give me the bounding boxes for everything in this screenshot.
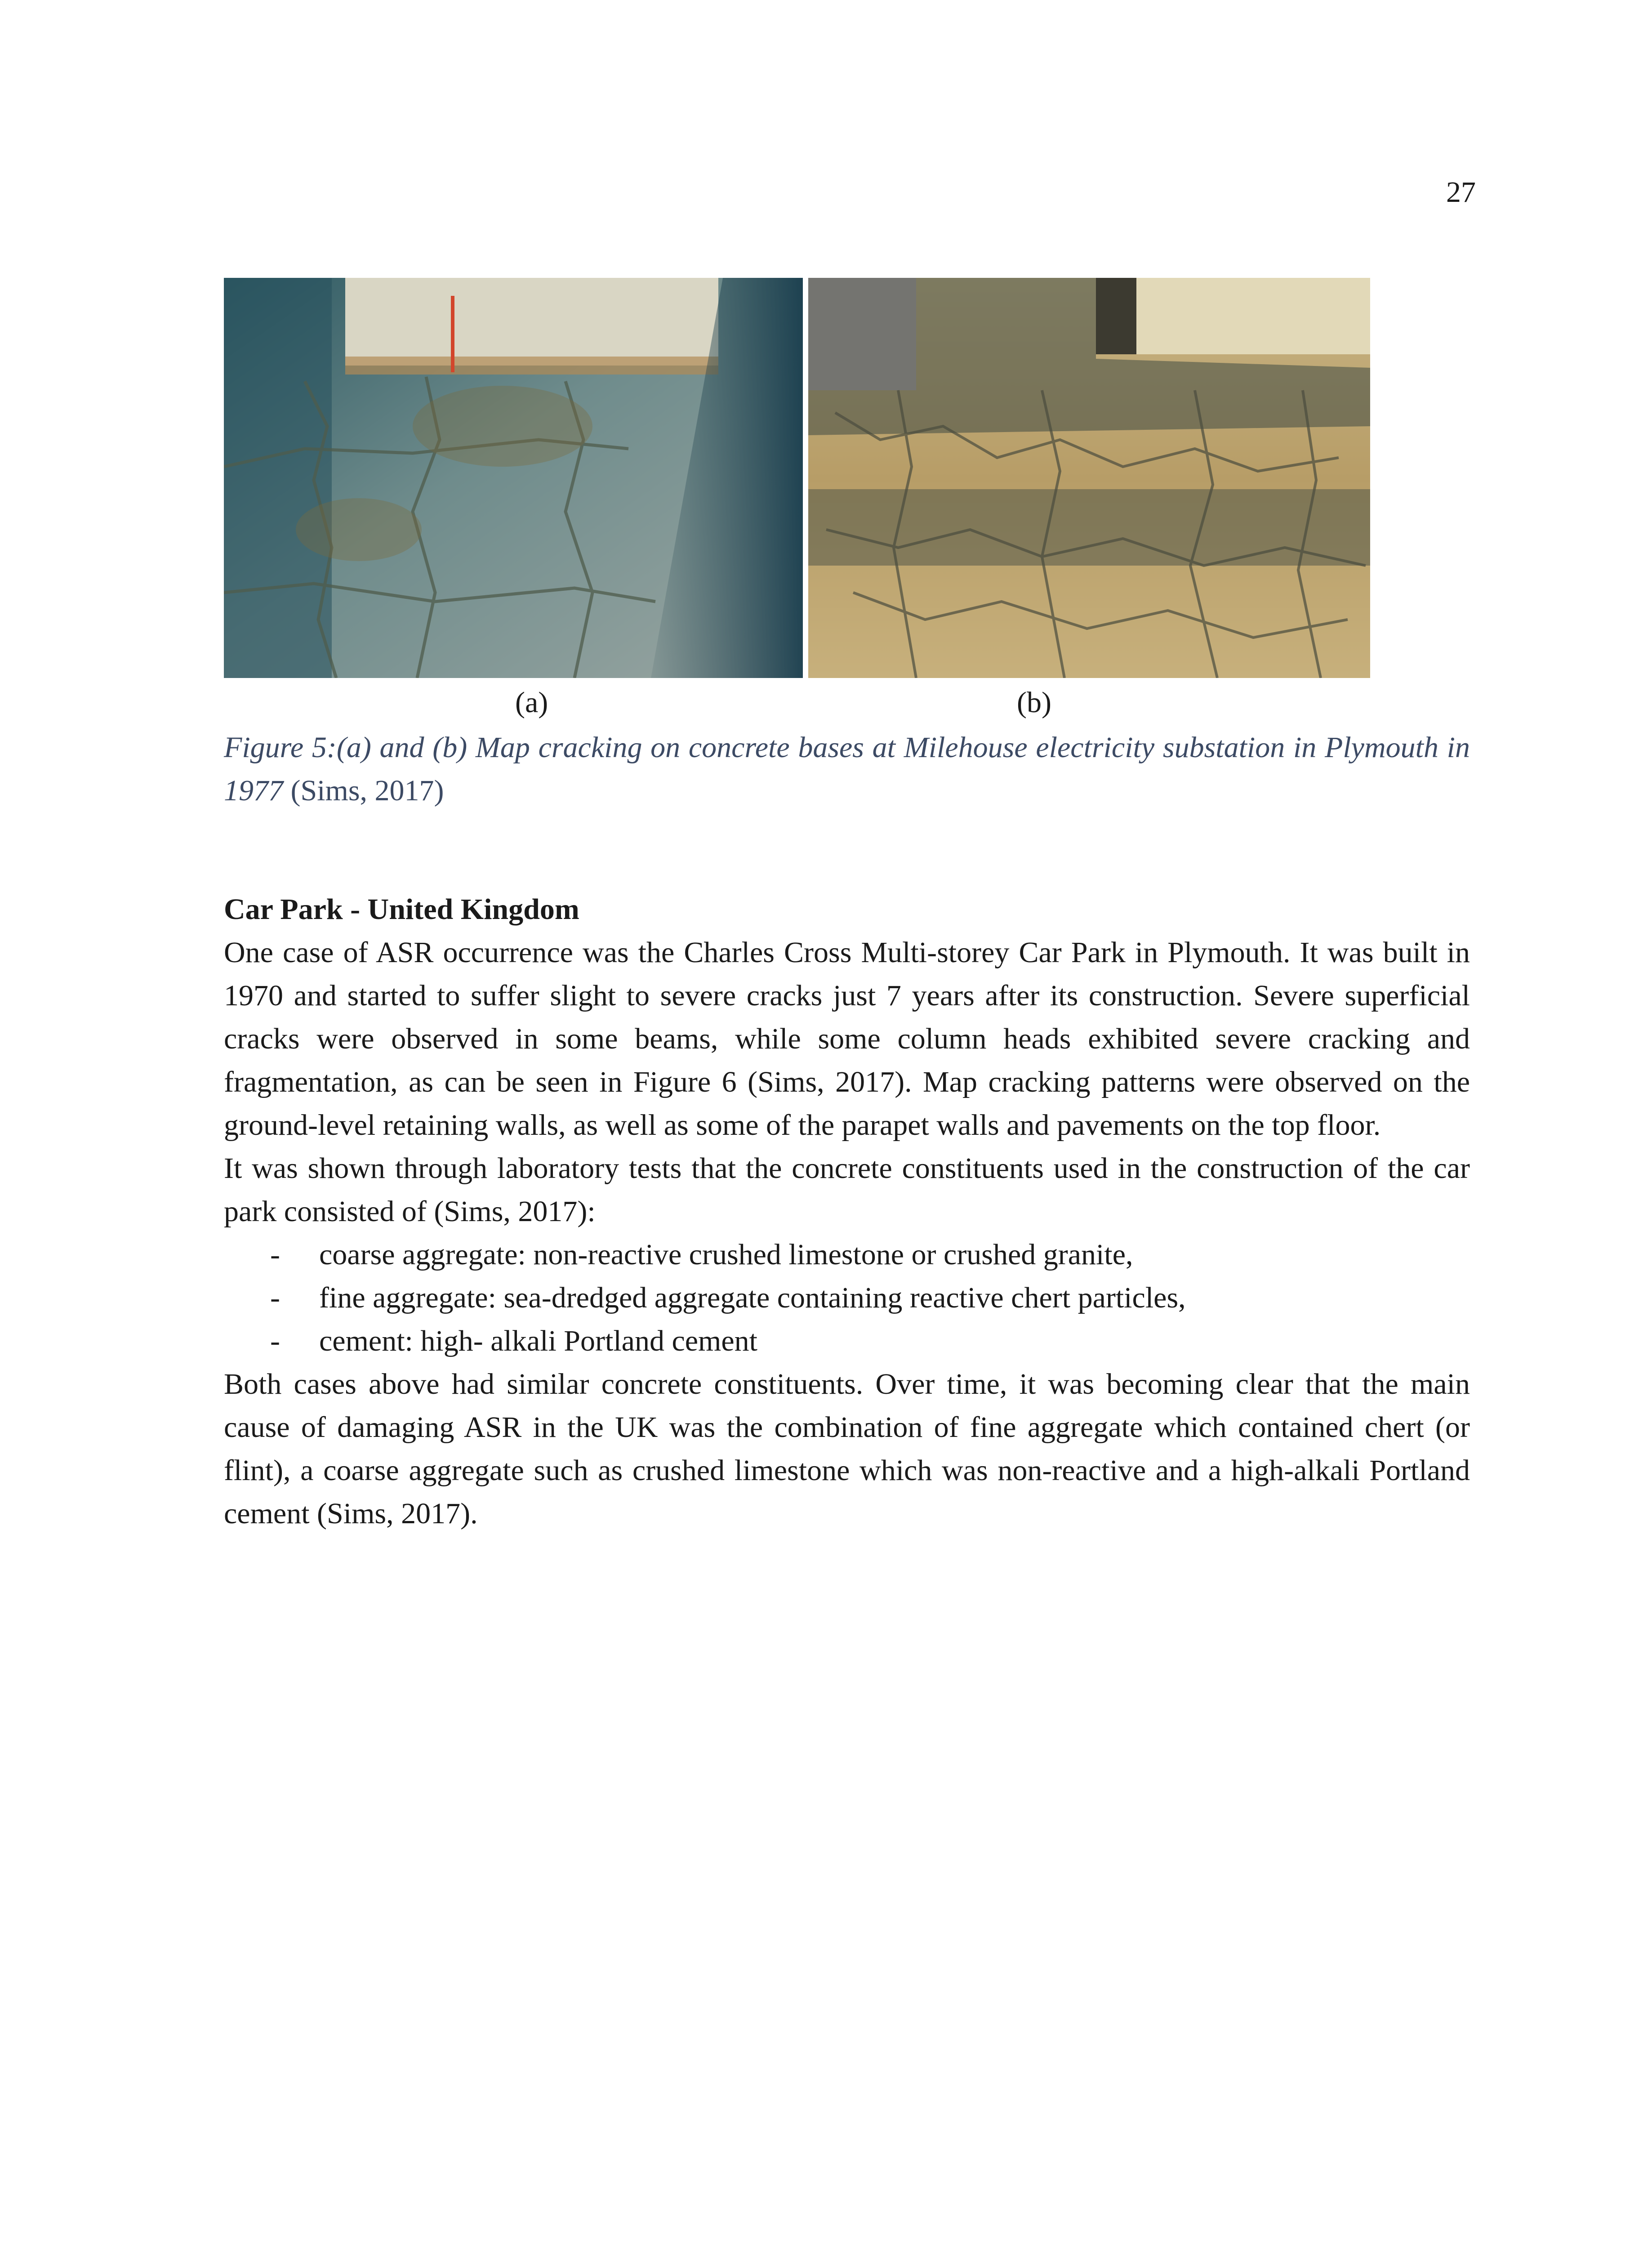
- bullet-dash: -: [270, 1325, 280, 1357]
- list-item: [224, 1276, 1470, 1320]
- list-item: [224, 1320, 1470, 1363]
- photo-a-concrete-map-cracking: [224, 278, 803, 678]
- list-item-text: coarse aggregate: non-reactive crushed limestone or crushed granite,: [319, 1238, 1133, 1271]
- figure-5: [224, 278, 1370, 678]
- figure-label-b: (b): [1017, 686, 1051, 719]
- figure-caption-citation: (Sims, 2017): [290, 774, 444, 807]
- section-heading: Car Park - United Kingdom: [224, 893, 579, 926]
- bullet-dash: -: [270, 1281, 280, 1314]
- bullet-dash: -: [270, 1238, 280, 1271]
- figure-caption-text: Figure 5:(a) and (b) Map cracking on concrete bases at Milehouse electricity substation in Plymouth in 1977: [224, 731, 1470, 807]
- photo-b-concrete-map-cracking: [808, 278, 1370, 678]
- figure-caption: [224, 726, 1470, 812]
- paragraph-1: One case of ASR occurrence was the Charles Cross Multi-storey Car Park in Plymouth. It was built in 1970 and started to suffer slight to severe cracks just 7 years after its construction. Severe superficial cracks were observed in some beams, while some column heads exhibited severe cracking and fragmentation, as can be seen in Figure 6 (Sims, 2017). Map cracking patterns were observed on the ground-level retaining walls, as well as some of the parapet walls and pavements on the top floor.: [224, 936, 1470, 1142]
- paragraph-3: Both cases above had similar concrete constituents. Over time, it was becoming clear that the main cause of damaging ASR in the UK was the combination of fine aggregate which contained chert (or flint), a coarse aggregate such as crushed limestone which was non-reactive and a high-alkali Portland cement (Sims, 2017).: [224, 1368, 1470, 1530]
- figure-label-a: (a): [515, 686, 548, 719]
- list-item: [224, 1233, 1470, 1276]
- paragraph-2: It was shown through laboratory tests that the concrete constituents used in the construction of the car park consisted of (Sims, 2017):: [224, 1152, 1470, 1228]
- section-car-park: [224, 888, 1470, 1535]
- list-item-text: fine aggregate: sea-dredged aggregate containing reactive chert particles,: [319, 1281, 1186, 1314]
- page-number: 27: [1446, 176, 1476, 209]
- constituents-list: [224, 1233, 1470, 1363]
- list-item-text: cement: high- alkali Portland cement: [319, 1325, 758, 1357]
